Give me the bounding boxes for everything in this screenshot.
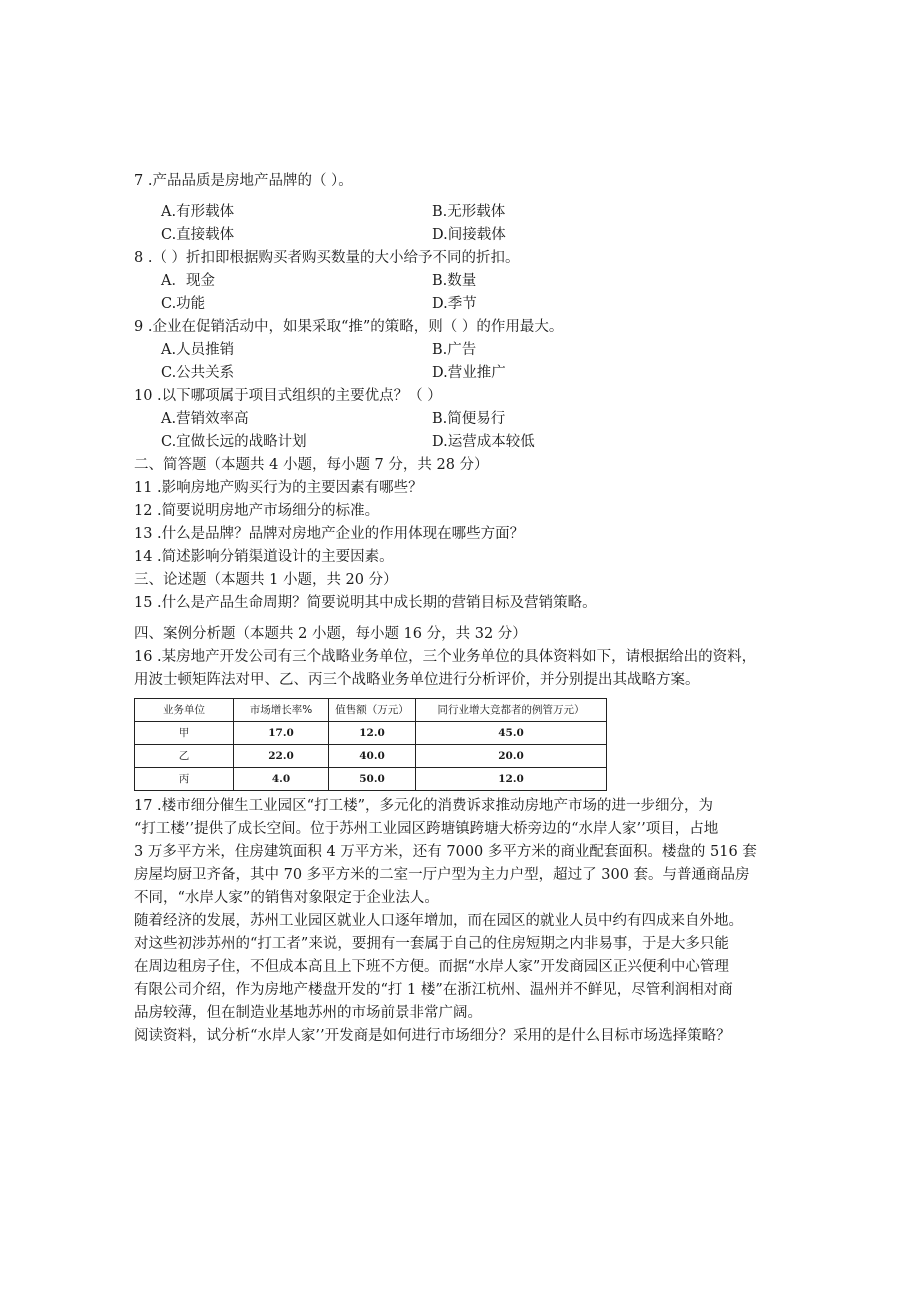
option-d[interactable]: D.间接载体 (432, 227, 506, 243)
business-unit-table (134, 698, 607, 791)
table-row (135, 722, 607, 745)
question-10-options-row2 (134, 431, 784, 454)
table-cell: 12.0 (416, 768, 607, 791)
question-8-options-row2 (134, 293, 784, 316)
passage-line: 随着经济的发展，苏州工业园区就业人口逐年增加，而在园区的就业人员中约有四成来自外地。 (134, 913, 743, 929)
section-4-heading: 四、案例分析题（本题共 2 小题，每小题 16 分，共 32 分） (134, 626, 527, 642)
option-c[interactable]: C.功能 (161, 296, 206, 312)
table-header: 市场增长率% (234, 699, 329, 722)
question-8-stem: 8 .（ ）折扣即根据购买者购买数量的大小给予不同的折扣。 (134, 250, 520, 266)
table-cell: 22.0 (234, 745, 329, 768)
table-cell: 40.0 (329, 745, 416, 768)
question-9-stem: 9 .企业在促销活动中，如果采取“推”的策略，则（ ）的作用最大。 (134, 319, 564, 335)
question-11: 11 .影响房地产购买行为的主要因素有哪些？ (134, 480, 423, 496)
table-cell: 乙 (135, 745, 234, 768)
table-header: 同行业增大竞都者的例管万元） (416, 699, 607, 722)
question-7-stem: 7 .产品品质是房地产品牌的（ ）。 (134, 173, 353, 189)
table-row (135, 768, 607, 791)
option-c[interactable]: C.宜做长远的战略计划 (161, 434, 307, 450)
option-b[interactable]: B.简便易行 (432, 411, 506, 427)
question-7-options-row2 (134, 224, 784, 247)
passage-line: “打工楼’’提供了成长空间。位于苏州工业园区跨塘镇跨塘大桥旁边的“水岸人家’’项目，占地 (134, 821, 719, 837)
question-13: 13 .什么是品牌？品牌对房地产企业的作用体现在哪些方面？ (134, 526, 525, 542)
question-10-stem: 10 .以下哪项属于项目式组织的主要优点？（ ） (134, 388, 442, 404)
table-cell: 12.0 (329, 722, 416, 745)
option-b[interactable]: B.数量 (432, 273, 477, 289)
passage-line: 3 万多平方米，住房建筑面积 4 万平方米，还有 7000 多平方米的商业配套面积。楼盘的 516 套 (134, 844, 757, 860)
passage-line: 在周边租房子住，不但成本高且上下班不方便。而据“水岸人家”开发商园区正兴便利中心管理 (134, 959, 729, 975)
question-15: 15 .什么是产品生命周期？简要说明其中成长期的营销目标及营销策略。 (134, 595, 597, 611)
option-c[interactable]: C.公共关系 (161, 365, 235, 381)
option-b[interactable]: B.无形载体 (432, 204, 506, 220)
question-7-options-row1 (134, 201, 784, 224)
question-8-options-row1 (134, 270, 784, 293)
passage-line: 对这些初涉苏州的“打工者”来说，要拥有一套属于自己的住房短期之内非易事，于是大多只能 (134, 936, 729, 952)
table-header: 值售额（万元） (329, 699, 416, 722)
question-9-options-row2 (134, 362, 784, 385)
exam-page (134, 170, 784, 1048)
table-cell: 4.0 (234, 768, 329, 791)
passage-line: 有限公司介绍，作为房地产楼盘开发的“打 1 楼”在浙江杭州、温州并不鲜见，尽管利润相对商 (134, 982, 733, 998)
table-cell: 45.0 (416, 722, 607, 745)
section-3-heading: 三、论述题（本题共 1 小题，共 20 分） (134, 572, 398, 588)
table-cell: 甲 (135, 722, 234, 745)
table-cell: 17.0 (234, 722, 329, 745)
passage-question: 阅读资料，试分析“水岸人家’’开发商是如何进行市场细分？采用的是什么目标市场选择策略？ (134, 1028, 731, 1044)
option-a[interactable]: A．现金 (161, 273, 215, 289)
option-a[interactable]: A.营销效率高 (161, 411, 249, 427)
option-c[interactable]: C.直接载体 (161, 227, 235, 243)
table-header: 业务单位 (135, 699, 234, 722)
option-b[interactable]: B.广告 (432, 342, 477, 358)
passage-line: 品房较薄，但在制造业基地苏州的市场前景非常广阔。 (134, 1005, 482, 1021)
option-d[interactable]: D.季节 (432, 296, 477, 312)
option-a[interactable]: A.有形载体 (161, 204, 235, 220)
passage-line: 不同，“水岸人家”的销售对象限定于企业法人。 (134, 890, 439, 906)
question-12: 12 .简要说明房地产市场细分的标准。 (134, 503, 380, 519)
table-row (135, 745, 607, 768)
question-16-line-2: 用波士顿矩阵法对甲、乙、丙三个战略业务单位进行分析评价，并分别提出其战略方案。 (134, 672, 700, 688)
question-16-line-1: 16 .某房地产开发公司有三个战略业务单位，三个业务单位的具体资料如下，请根据给出的资料， (134, 649, 757, 665)
passage-line: 17 .楼市细分催生工业园区“打工楼”，多元化的消费诉求推动房地产市场的进一步细分，为 (134, 798, 713, 814)
table-cell: 50.0 (329, 768, 416, 791)
option-a[interactable]: A.人员推销 (161, 342, 235, 358)
option-d[interactable]: D.营业推广 (432, 365, 506, 381)
question-17-passage (134, 795, 784, 1048)
passage-line: 房屋均厨卫齐备，其中 70 多平方米的二室一厅户型为主力户型，超过了 300 套。与普通商品房 (134, 867, 750, 883)
question-9-options-row1 (134, 339, 784, 362)
section-2-heading: 二、简答题（本题共 4 小题，每小题 7 分，共 28 分） (134, 457, 489, 473)
table-cell: 20.0 (416, 745, 607, 768)
question-10-options-row1 (134, 408, 784, 431)
table-header-row (135, 699, 607, 722)
table-cell: 丙 (135, 768, 234, 791)
option-d[interactable]: D.运营成本较低 (432, 434, 535, 450)
question-14: 14 .简述影响分销渠道设计的主要因素。 (134, 549, 394, 565)
